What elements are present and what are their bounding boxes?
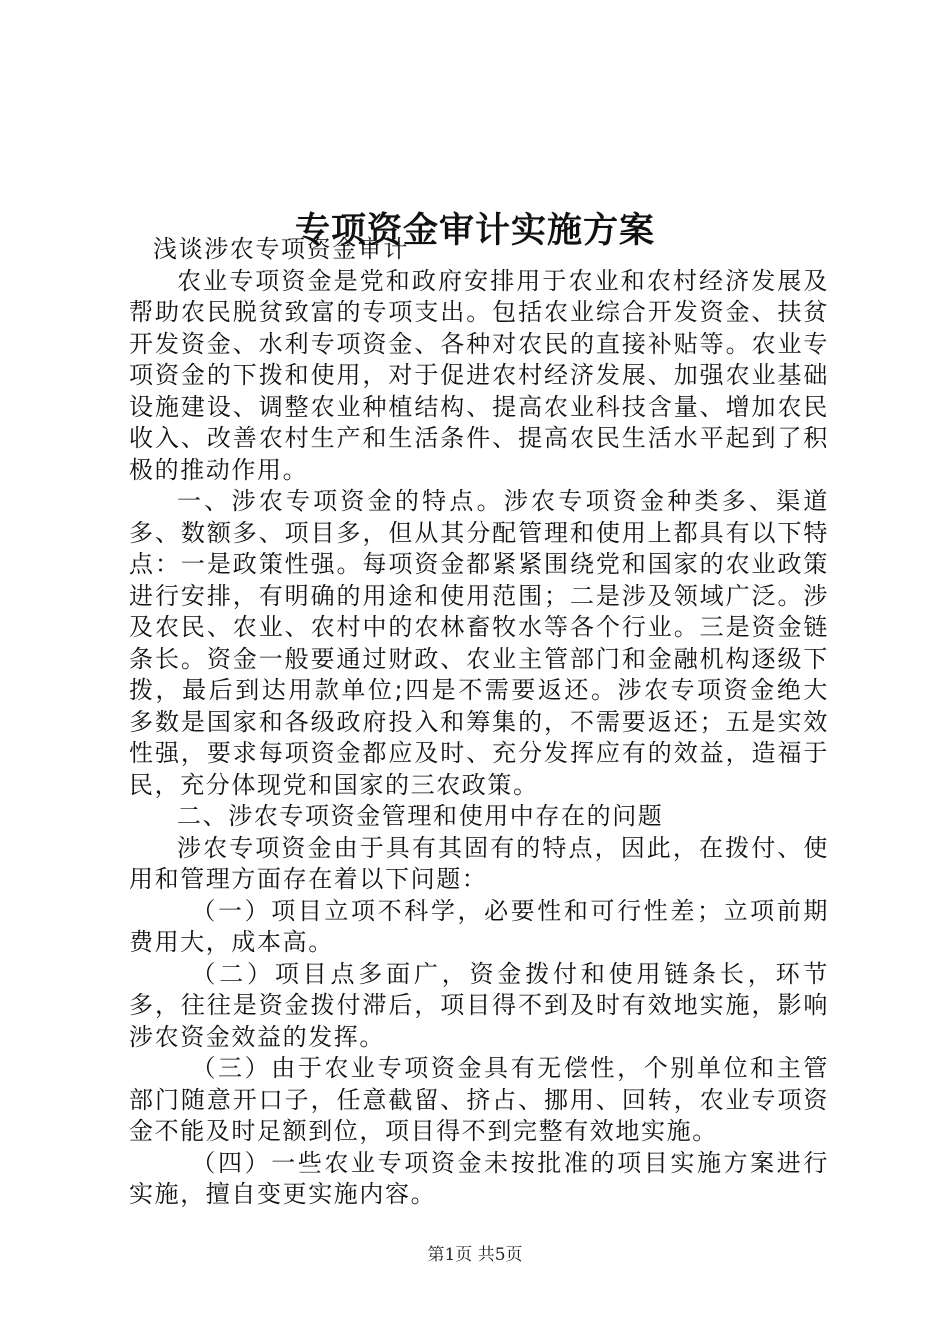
- page-footer: 第1页 共5页: [427, 1245, 523, 1265]
- intro-paragraph: 农业专项资金是党和政府安排用于农业和农村经济发展及帮助农民脱贫致富的专项支出。包括农业综合开发资金、扶贫开发资金、水利专项资金、各种对农民的直接补贴等。农业专项资金的下拨和使用，对于促进农村经济发展、加强农业基础设施建设、调整农业种植结构、提高农业科技含量、增加农民收入、改善农村生产和生活条件、提高农民生活水平起到了积极的推动作用。: [129, 266, 829, 484]
- section-two-intro-paragraph: 涉农专项资金由于具有其固有的特点，因此，在拨付、使用和管理方面存在着以下问题：: [129, 833, 829, 893]
- document-body: [129, 234, 829, 1211]
- issue-item-1: （一）项目立项不科学，必要性和可行性差；立项前期费用大，成本高。: [129, 896, 829, 956]
- document-title: 专项资金审计实施方案: [294, 210, 655, 252]
- section-two-heading: 二、涉农专项资金管理和使用中存在的问题: [177, 802, 664, 830]
- issue-item-4: （四）一些农业专项资金未按批准的项目实施方案进行实施，擅自变更实施内容。: [129, 1148, 829, 1208]
- section-one-paragraph: 一、涉农专项资金的特点。涉农专项资金种类多、渠道多、数额多、项目多，但从其分配管理和使用上都具有以下特点：一是政策性强。每项资金都紧紧围绕党和国家的农业政策进行安排，有明确的用途和使用范围；二是涉及领域广泛。涉及农民、农业、农村中的农林畜牧水等各个行业。三是资金链条长。资金一般要通过财政、农业主管部门和金融机构逐级下拨，最后到达用款单位;四是不需要返还。涉农专项资金绝大多数是国家和各级政府投入和筹集的，不需要返还；五是实效性强，要求每项资金都应及时、充分发挥应有的效益，造福于民，充分体现党和国家的三农政策。: [129, 487, 829, 799]
- issue-item-3: （三）由于农业专项资金具有无偿性，个别单位和主管部门随意开口子，任意截留、挤占、挪用、回转，农业专项资金不能及时足额到位，项目得不到完整有效地实施。: [129, 1054, 829, 1145]
- subtitle-paragraph: 浅谈涉农专项资金审计: [153, 235, 409, 263]
- issue-item-2: （二）项目点多面广，资金拨付和使用链条长，环节多，往往是资金拨付滞后，项目得不到及时有效地实施，影响涉农资金效益的发挥。: [129, 959, 829, 1051]
